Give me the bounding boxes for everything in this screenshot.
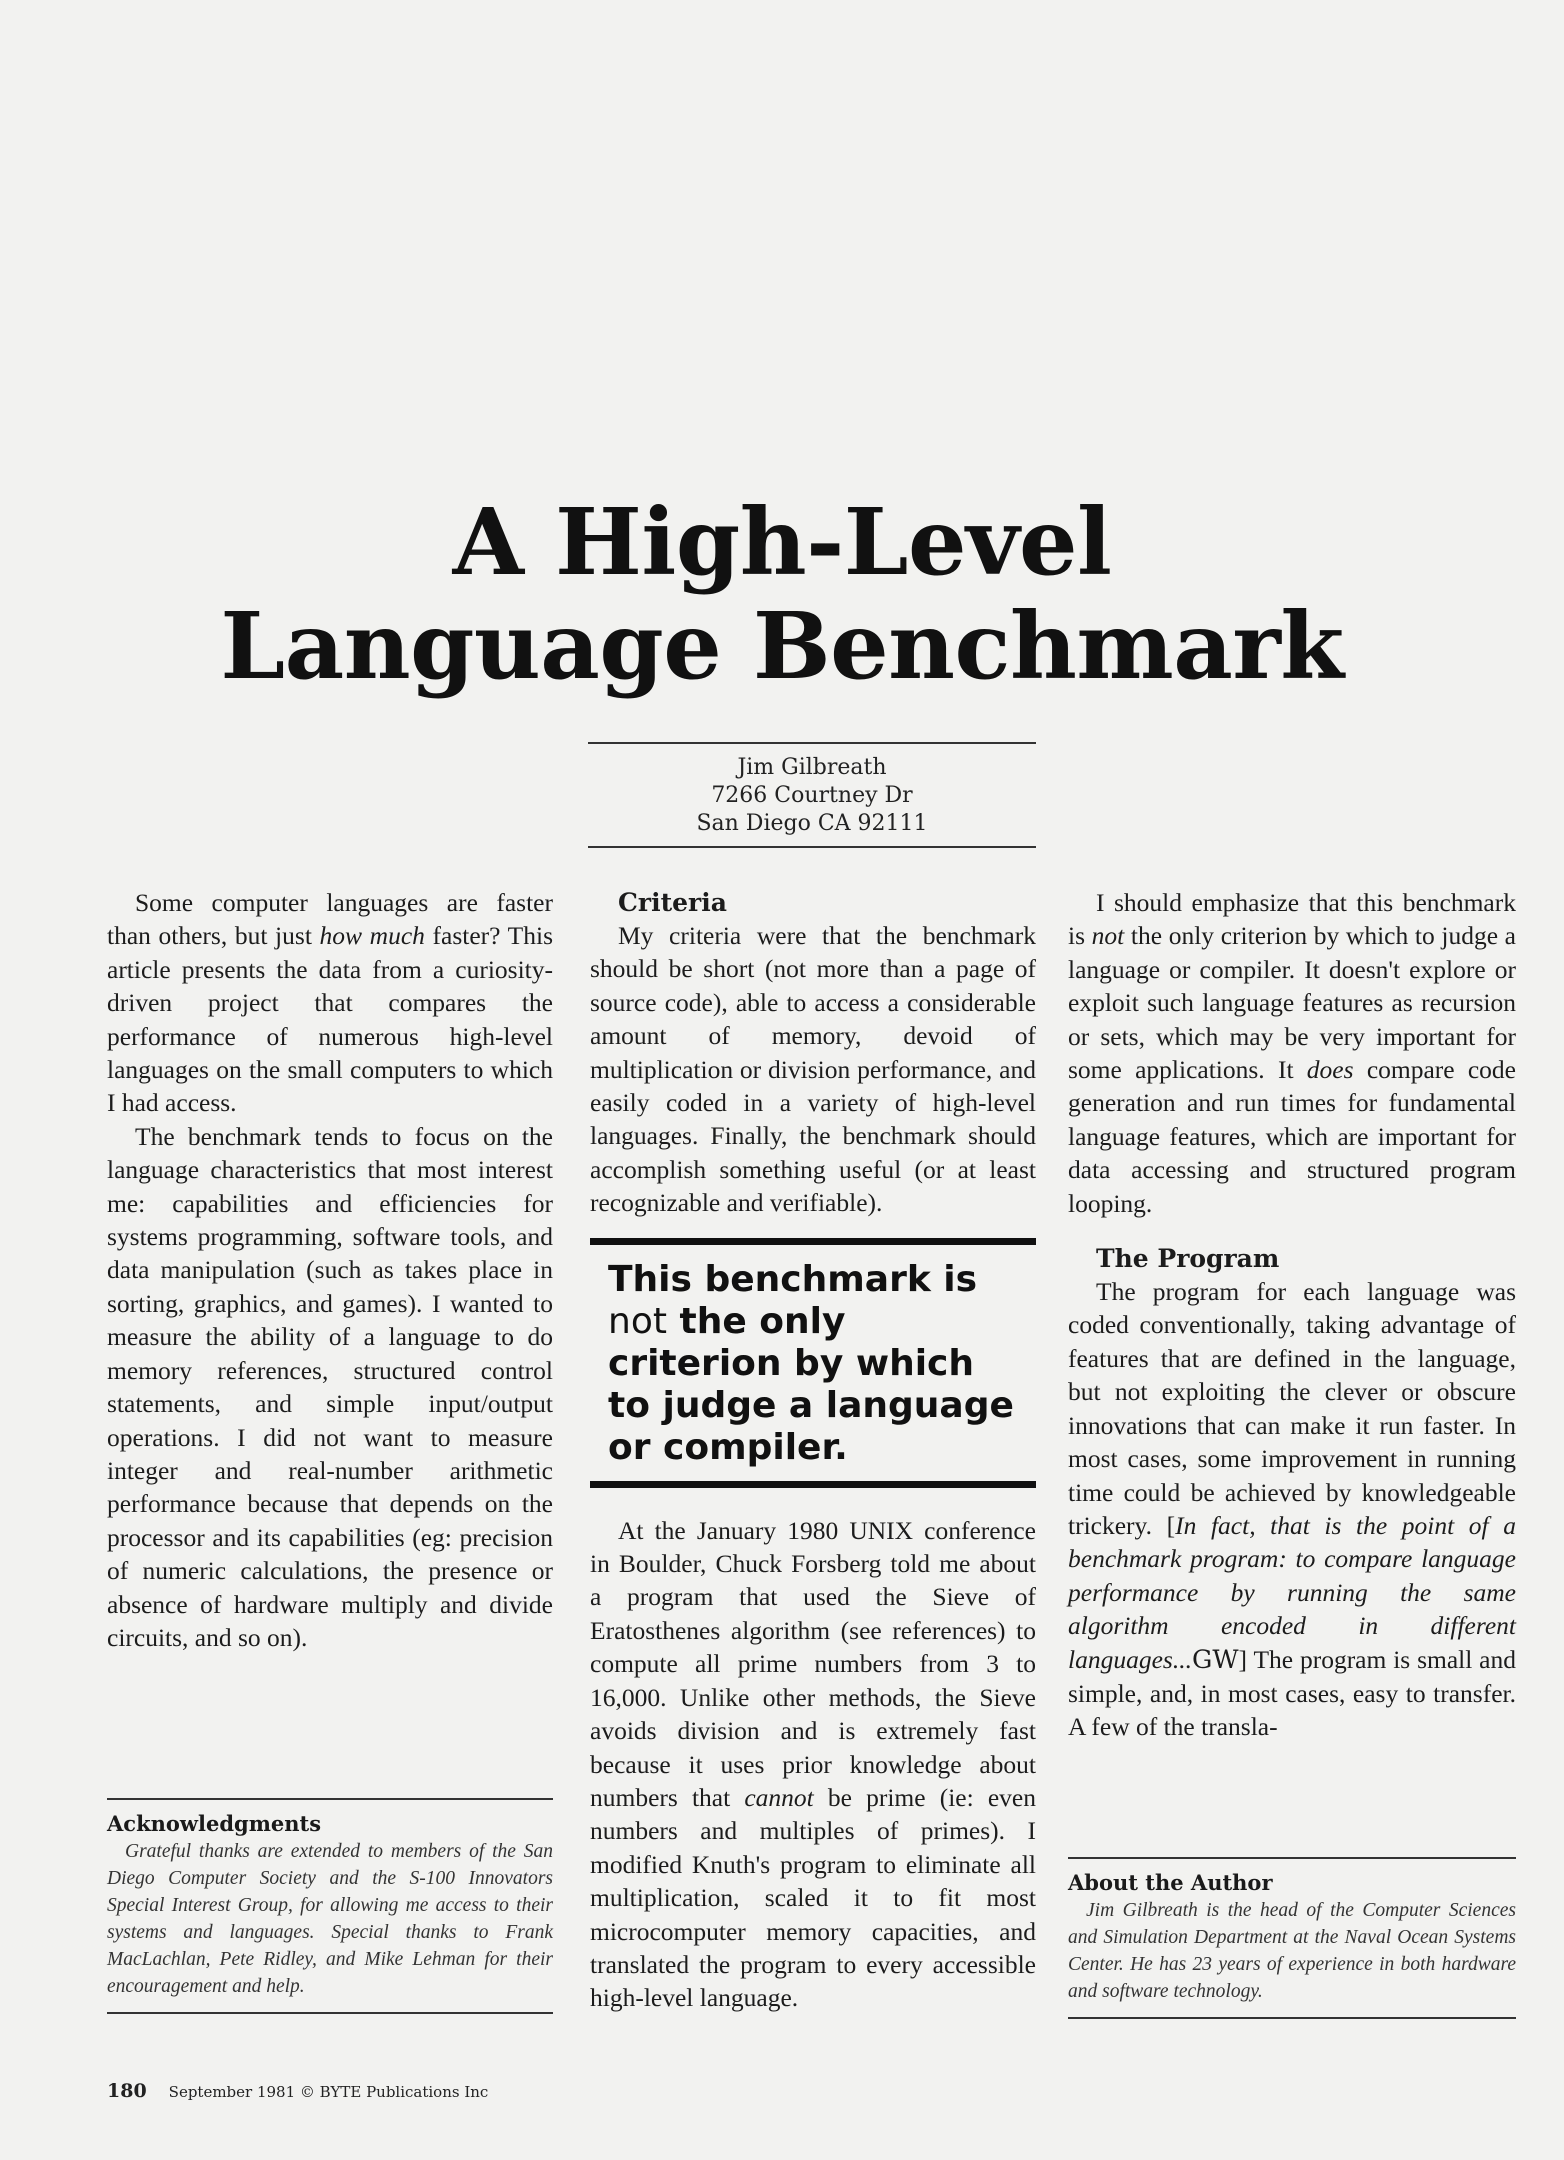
program-paragraph bbox=[1068, 1275, 1516, 1744]
pull-quote-not: not bbox=[608, 1300, 667, 1342]
footer-line: September 1981 © BYTE Publications Inc bbox=[168, 2083, 489, 2101]
column-3 bbox=[1068, 886, 1516, 1744]
focus-paragraph: The benchmark tends to focus on the language characteristics that most interest me: capabilities and efficiencies for systems programming, software tools, and data manipulation (such as takes place in sorting, graphics, and games). I wanted to measure the ability of a language to do memory references, structured control statements, and simple input/output operations. I did not want to measure integer and real-number arithmetic performance because that depends on the processor and its capabilities (eg: precision of numeric calculations, the presence or absence of hardware multiply and divide circuits, and so on). bbox=[107, 1121, 553, 1652]
pull-quote-text-b: the only criterion by which to judge a language or compiler. bbox=[608, 1300, 1014, 1468]
emphasize-text-c: compare code generation and run times for fundamental language features, which are important for data accessing and structured program looping. bbox=[1068, 1055, 1516, 1218]
acknowledgments-text: Grateful thanks are extended to members of the San Diego Computer Society and the S-100 Innovators Special Interest Group, for allowing me access to their systems and languages. Special thanks to Frank MacLachlan, Pete Ridley, and Mike Lehman for their encouragement and help. bbox=[107, 1841, 553, 1997]
acknowledgments-box bbox=[107, 1798, 553, 2014]
about-author-box bbox=[1068, 1857, 1516, 2019]
sieve-paragraph bbox=[590, 1514, 1036, 2015]
column-1 bbox=[107, 886, 553, 1654]
emphasize-text-a: I should emphasize that this benchmark is bbox=[1068, 888, 1516, 951]
intro-paragraph bbox=[107, 886, 553, 1120]
emphasize-not: not bbox=[1091, 921, 1125, 951]
author-street: 7266 Courtney Dr bbox=[711, 783, 913, 808]
editor-note: In fact, that is the point of a benchmark program: to compare language performance by running the same algorithm encoded in different languages... bbox=[1068, 1510, 1516, 1674]
article-title bbox=[0, 490, 1564, 698]
criteria-paragraph: My criteria were that the benchmark should be short (not more than a page of source code), able to access a considerable amount of memory, devoid of multiplication or division performance, and easily coded in a variety of high-level languages. Finally, the benchmark should accomplish something useful (or at least recognizable and verifiable). bbox=[590, 921, 1036, 1218]
page-footer bbox=[107, 2080, 488, 2102]
about-author-heading: About the Author bbox=[1068, 1870, 1273, 1895]
emphasize-does: does bbox=[1306, 1055, 1354, 1085]
program-text-a: The program for each language was coded conventionally, taking advantage of features that are defined in the language, but not exploiting the clever or obscure innovations that can make it run faster. In most cases, some improvement in running time could be achieved by knowledgeable trickery. [ bbox=[1068, 1277, 1516, 1540]
intro-text-a: Some computer languages are faster than others, but just bbox=[107, 888, 553, 951]
page-number: 180 bbox=[107, 2080, 147, 2102]
editor-initials: GW bbox=[1191, 1644, 1239, 1675]
sieve-emphasis: cannot bbox=[744, 1782, 814, 1812]
author-byline bbox=[588, 742, 1036, 848]
author-city: San Diego CA 92111 bbox=[696, 811, 928, 836]
sieve-text-a: At the January 1980 UNIX conference in Boulder, Chuck Forsberg told me about a program that used the Sieve of Eratosthenes algorithm (see references) to compute all prime numbers from 3 to 16,000. Unlike other methods, the Sieve avoids division and is extremely fast because it uses prior knowledge about numbers that bbox=[590, 1515, 1036, 1812]
intro-text-b: faster? This article presents the data from a curiosity-driven project that compares the performance of numerous high-level languages on the small computers to which I had access. bbox=[107, 921, 553, 1118]
program-text-b: ] The program is small and simple, and, in most cases, easy to transfer. A few of the transla- bbox=[1068, 1644, 1516, 1742]
title-line-1: A High-Level bbox=[452, 488, 1112, 596]
title-line-2: Language Benchmark bbox=[220, 592, 1344, 700]
emphasize-paragraph bbox=[1068, 886, 1516, 1220]
about-author-text: Jim Gilbreath is the head of the Computer Sciences and Simulation Department at the Naval Ocean Systems Center. He has 23 years of experience in both hardware and software technology. bbox=[1068, 1900, 1516, 2002]
intro-emphasis: how much bbox=[319, 921, 425, 951]
pull-quote-text-a: This benchmark is bbox=[608, 1258, 978, 1300]
sieve-text-b: be prime (ie: even numbers and multiples of primes). I modified Knuth's program to eliminate all multiplication, scaled it to fit most microcomputer memory capacities, and translated the program to every accessible high-level language. bbox=[590, 1782, 1036, 2013]
author-name: Jim Gilbreath bbox=[737, 755, 887, 780]
emphasize-text-b: the only criterion by which to judge a language or compiler. It doesn't explore or exploit such language features as recursion or sets, which may be very important for some applications. It bbox=[1068, 921, 1516, 1085]
column-2 bbox=[590, 886, 1036, 2015]
acknowledgments-heading: Acknowledgments bbox=[107, 1811, 322, 1836]
criteria-heading: Criteria bbox=[618, 888, 727, 917]
program-heading: The Program bbox=[1096, 1244, 1280, 1274]
pull-quote bbox=[590, 1238, 1036, 1488]
